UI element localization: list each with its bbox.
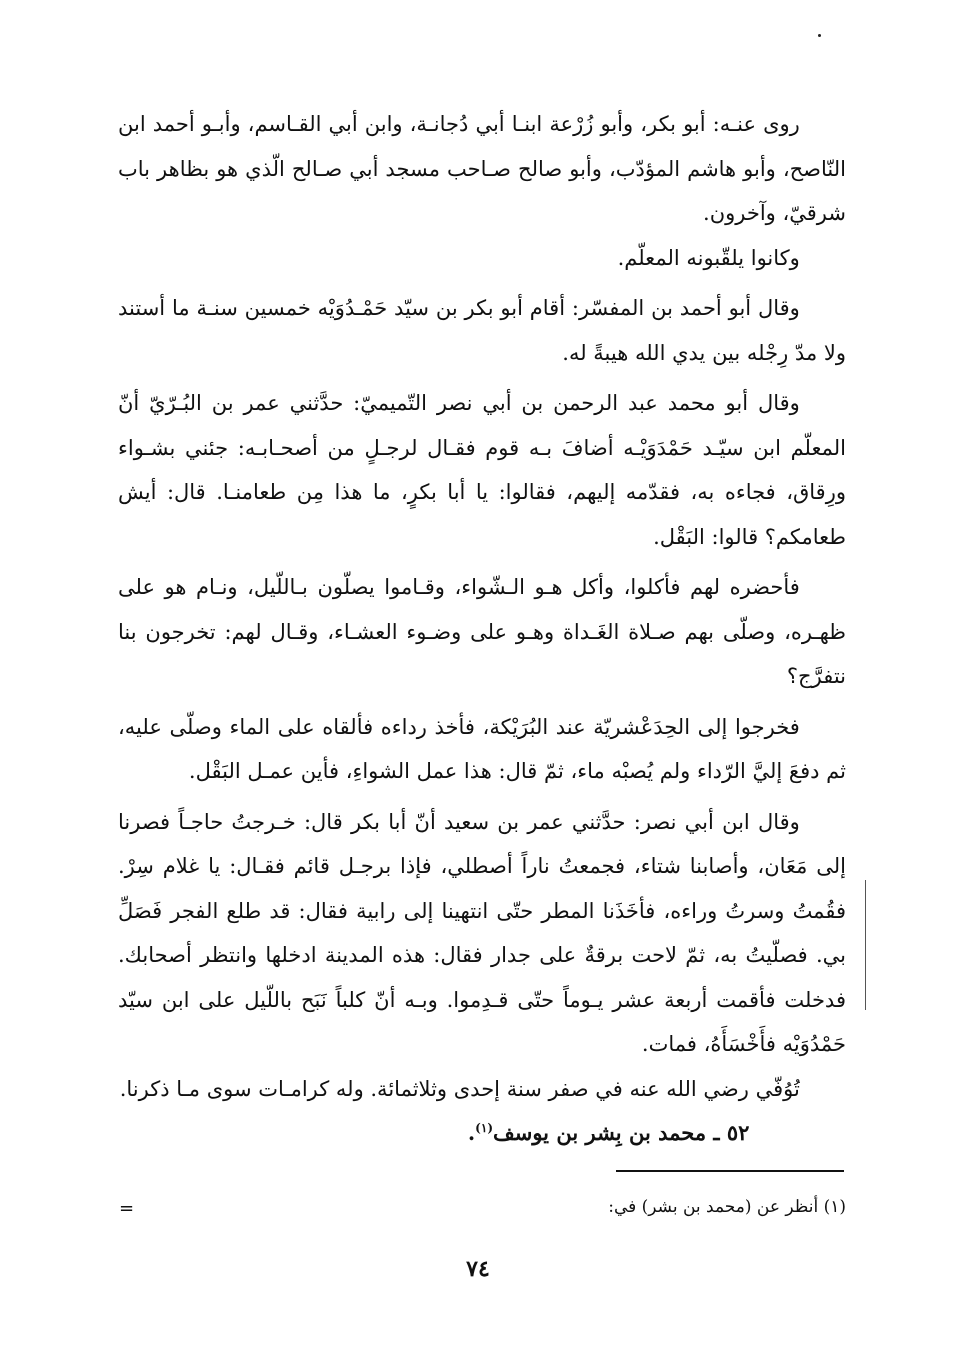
entry-heading (118, 1111, 846, 1156)
footnote-reference: (١) (475, 1121, 493, 1135)
entry-period: . (467, 1120, 476, 1145)
paragraph-cloak: فخرجوا إلى الحِدَعْشريّة عند البُرَيْكة، فأخذ رداءه فألقاه على الماء وصلّى عليه، ثم دفعَ إليَّ الرّداء ولم يُصبْه ماء، ثمّ قال: هذا عمل الشواءِ، فأين عمـل البَقْل. (118, 714, 846, 783)
entry-number: ٥٢ (726, 1120, 750, 1145)
paragraph-nickname: وكانوا يلقّبونه المعلّم. (617, 245, 800, 270)
footnote-text: أنظر عن (محمد بن بشر) في: (608, 1197, 819, 1217)
page-number: ٧٤ (466, 1256, 490, 1282)
paragraph-narrators: روى عنـه: أبو بكر، وأبو زُرْعة ابنـا أبي دُجانـة، وابن أبي القـاسم، وأبـو أحمد ابن النّاصح، وأبو هاشم المؤدّب، وأبو صالح صـاحب مسجد أبي صـالح الّذي هو بظاهر باب شرقيّ، وآخرون. (118, 112, 846, 225)
paragraph-pilgrimage: وقال ابن أبي نصر: حدَّثني عمر بن سعيد أنّ أبا بكر قال: خـرجتُ حاجـاً فصرنا إلى مَعَان، وأصابنا شتاء، فجمعتُ ناراً أصطلي، فإذا برجـل قائم فقـال: يا غلام سِرْ. فقُمتُ وسرتُ وراءه، فأخَذَنا المطر حتّى انتهينا إلى رابية فقال: قد طلع الفجر فَصَلِّ بي. فصلّيتُ به، ثمّ لاحت برقةٌ على جدار فقال: هذه المدينة ادخلها وانتظر أصحابك. فدخلت فأقمت أربعة عشر يـوماً حتّى قـدِموا. وبـه أنّ كلباً نَبَح باللّيل على ابن سيّد حَمْدُوَيْه فأَخْسَأَهُ، فمات. (118, 809, 846, 1056)
entry-title: ـ محمد بن بِشر بن يوسف (493, 1120, 720, 1145)
paragraph-death: تُوُفّي رضي الله عنه في صفر سنة إحدى وثلاثمائة. وله كرامـات سوى مـا ذكرنا. (119, 1076, 800, 1101)
margin-mark (865, 880, 866, 1010)
paragraph-abd-al-rahman: وقال أبو محمد عبد الرحمن بن أبي نصر التّميميّ: حدَّثني عمر بن البُـرّيّ أنّ المعلّم ابن سيّـد حَمْدَوَيْـه أضافَ بـه قوم فقـال لرجـلٍ من أصحـابـه: جئني بشـواء ورِقاق، فجاءه به، فقدّمه إليهم، فقالوا: يا أبا بكرٍ، ما هذا مِن طعامنـا. قال: أيش طعامكم؟ قالوا: البَقْل. (118, 391, 846, 549)
footnote-rule (616, 1170, 844, 1172)
main-text (118, 102, 846, 1156)
footnote-marker: (١) (823, 1197, 846, 1217)
page-speck (818, 34, 821, 37)
paragraph-ibn-mufassir: وقال أبو أحمد بن المفسّر: أقام أبو بكر بن سيّد حَمْـدُوَيْه خمسين سنـة ما أستند ولا مدّ رِجْله بين يدي الله هيبةً له. (118, 296, 846, 365)
paragraph-roast: فأحضره لهم فأكلوا، وأكل هـو الـشّواء، وقـاموا يصلّون بـاللّيل، ونـام هو على ظهـره، وصلّى بهم صـلاة الغَـداة وهـو على وضـوء العشـاء، وقـال لهم: تخرجون بنا نتفرَّج؟ (118, 575, 846, 688)
footnote (118, 1192, 846, 1222)
continuation-mark: = (119, 1198, 135, 1219)
